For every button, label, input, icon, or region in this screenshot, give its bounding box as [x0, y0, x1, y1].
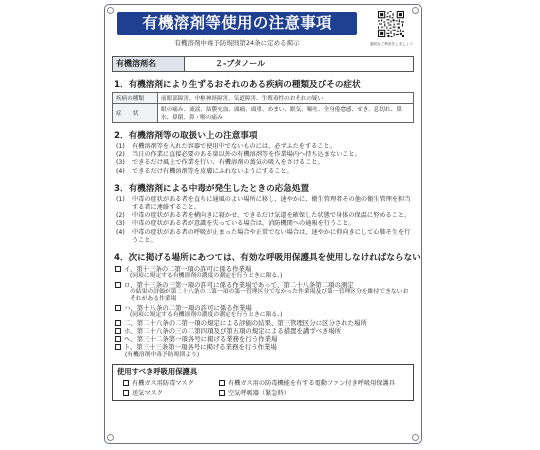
- location-note: (同項に規定する有機溶剤の濃度の測定を行うときに限る。): [130, 311, 283, 318]
- item-text: 中毒の症状がある者を横向きに寝かせ、できるだけ気道を確保した状態で身体の保温に努めること。: [132, 212, 411, 220]
- location-label: ホ、第二十八条の三の二第四項及び第五項の規定による措置を講ずべき場所: [124, 327, 342, 336]
- respirator-option-label: 有機ガス用の防毒機能を有する電動ファン付き呼吸用保護具: [228, 380, 395, 388]
- list-item: [116, 229, 414, 245]
- mounting-hole-icon: [412, 434, 419, 441]
- solvent-name-label: 有機溶剤名: [113, 57, 185, 71]
- checkbox[interactable]: [219, 390, 225, 396]
- checkbox[interactable]: [115, 344, 121, 350]
- page-title: 有機溶剤等使用の注意事項: [117, 12, 357, 35]
- location-label: 二、第二十八条の二第一項の規定による評価の結果、第三管理区分に区分された場所: [124, 319, 367, 328]
- respirator-title: 使用すべき呼吸用保護具: [117, 367, 198, 377]
- protective-locations-list: [112, 265, 414, 359]
- item-text: 有機溶剤等を入れた容器で使用中でないものには、必ずふたをすること。: [132, 143, 336, 150]
- respirator-option-label: 送気マスク: [132, 390, 163, 398]
- list-item: [115, 304, 414, 312]
- location-label: ハ、第十八条の二第一項の許可に係る作業場: [124, 303, 252, 312]
- item-number: (4): [116, 167, 125, 175]
- item-text: できるだけ風上で作業を行い、有機溶剤の蒸気の吸入をさけること。: [132, 159, 324, 167]
- location-label: イ、第十三条の二第一項の許可に係る作業場: [124, 265, 252, 274]
- list-item: [116, 168, 414, 176]
- table-row: [113, 104, 414, 123]
- mounting-hole-icon: [107, 434, 114, 441]
- item-text: できるだけ有機溶剤等を皮膚にふれないようにすること。: [132, 167, 293, 175]
- disease-table: [112, 92, 414, 123]
- disease-type-value: 前眼部障害、中枢神経障害、気道障害、生殖毒性のおそれの疑い: [158, 93, 414, 104]
- checkbox[interactable]: [115, 305, 121, 311]
- item-number: (1): [116, 143, 125, 150]
- disease-type-label: 疾病の種類: [113, 93, 158, 104]
- checkbox[interactable]: [115, 282, 121, 288]
- item-text: 中毒の症状がある者の呼吸が止まった場合や正常でない場合は、速やかに仰向きにして心肺そ生を行うこと。: [132, 228, 411, 244]
- header: [112, 9, 414, 59]
- item-number: (3): [116, 220, 125, 228]
- list-item: [219, 378, 409, 387]
- qr-code-icon[interactable]: [378, 11, 404, 37]
- location-note: (同項に規定する有機溶剤の濃度の測定を行うときに限る。): [130, 273, 283, 280]
- list-item: [115, 281, 414, 289]
- location-label: ヘ、第三十二条第一項各号に掲げる業務を行う作業場: [124, 335, 278, 344]
- checkbox[interactable]: [115, 266, 121, 272]
- item-number: (2): [116, 151, 125, 159]
- item-text: 中毒の症状がある者を直ちに通風のよい場所に移し、速やかに、衛生管理者その他の衛生管理を担当する者に連絡すること。: [132, 195, 411, 212]
- list-item: [123, 388, 219, 397]
- list-item: [115, 265, 414, 273]
- page-subtitle: 有機溶剤中毒予防規則第24条に定める掲示: [174, 39, 300, 47]
- item-number: (3): [116, 159, 125, 167]
- item-text: 当日の作業に直接必要のある量以外の有機溶剤等を作業場内へ持ち込まないこと。: [132, 151, 361, 159]
- item-number: (2): [116, 212, 125, 220]
- solvent-name-value: ２-ブタノール: [215, 59, 266, 68]
- list-item: [115, 343, 414, 351]
- location-label: ト、第三十三条第一項各号に掲げる業務を行う作業場: [124, 343, 277, 352]
- list-item: [123, 378, 219, 387]
- checkbox[interactable]: [115, 328, 121, 334]
- item-number: (4): [116, 228, 125, 236]
- checkbox[interactable]: [219, 380, 225, 386]
- section-1-title: 1．有機溶剤により生ずるおそれのある疾病の種類及びその症状: [114, 80, 361, 90]
- source-note: (有機溶剤中毒予防規則より): [125, 352, 200, 359]
- list-item: [219, 388, 409, 397]
- checkbox[interactable]: [123, 380, 129, 386]
- checkbox[interactable]: [115, 336, 121, 342]
- qr-caption: 適切なご利用をしましょう: [370, 42, 414, 46]
- location-note: の結果の評価が第二十八条の二第一項の第一管理区分でなかった作業場及び第一管理区分を維持できないおそれがある作業場: [130, 288, 409, 303]
- respirator-box: [112, 364, 414, 401]
- checkbox[interactable]: [115, 320, 121, 326]
- section-2-title: 2．有機溶剤等の取扱い上の注意事項: [114, 131, 258, 141]
- qr-block: [370, 11, 412, 47]
- respirator-options: [117, 378, 409, 397]
- symptoms-label: 症 状: [113, 104, 158, 123]
- item-number: (1): [116, 195, 125, 203]
- handling-list: [112, 143, 414, 176]
- symptoms-value: 眼の痛み、流涙、結膜充血、頭痛、頭重、めまい、眠気、嘔吐、全身倦怠感、せき、息切れ、鼻水、鼻閉、鼻・喉の痛み: [158, 104, 414, 123]
- list-item: [116, 220, 414, 228]
- first-aid-list: [112, 196, 414, 245]
- section-4-title: 4．次に掲げる場所にあつては、有効な呼吸用保護具を使用しなければならない: [114, 253, 421, 264]
- list-item: [116, 159, 414, 167]
- respirator-option-label: 有機ガス用防毒マスク: [132, 380, 194, 388]
- list-item: [116, 196, 414, 212]
- location-label: ロ、第十三条の三第一項の許可に係る作業場であって、第二十八条第二項の測定: [124, 280, 354, 289]
- item-text: 中毒の症状がある者が意識を失っている場合は、消防機関への通報を行うこと。: [132, 220, 355, 228]
- table-row: [113, 93, 414, 104]
- list-item: [116, 143, 414, 151]
- respirator-option-label: 空気呼吸器（緊急時）: [228, 390, 290, 398]
- checkbox[interactable]: [123, 390, 129, 396]
- notice-board: [104, 4, 422, 444]
- section-3-title: 3．有機溶剤による中毒が発生したときの応急処置: [114, 183, 310, 194]
